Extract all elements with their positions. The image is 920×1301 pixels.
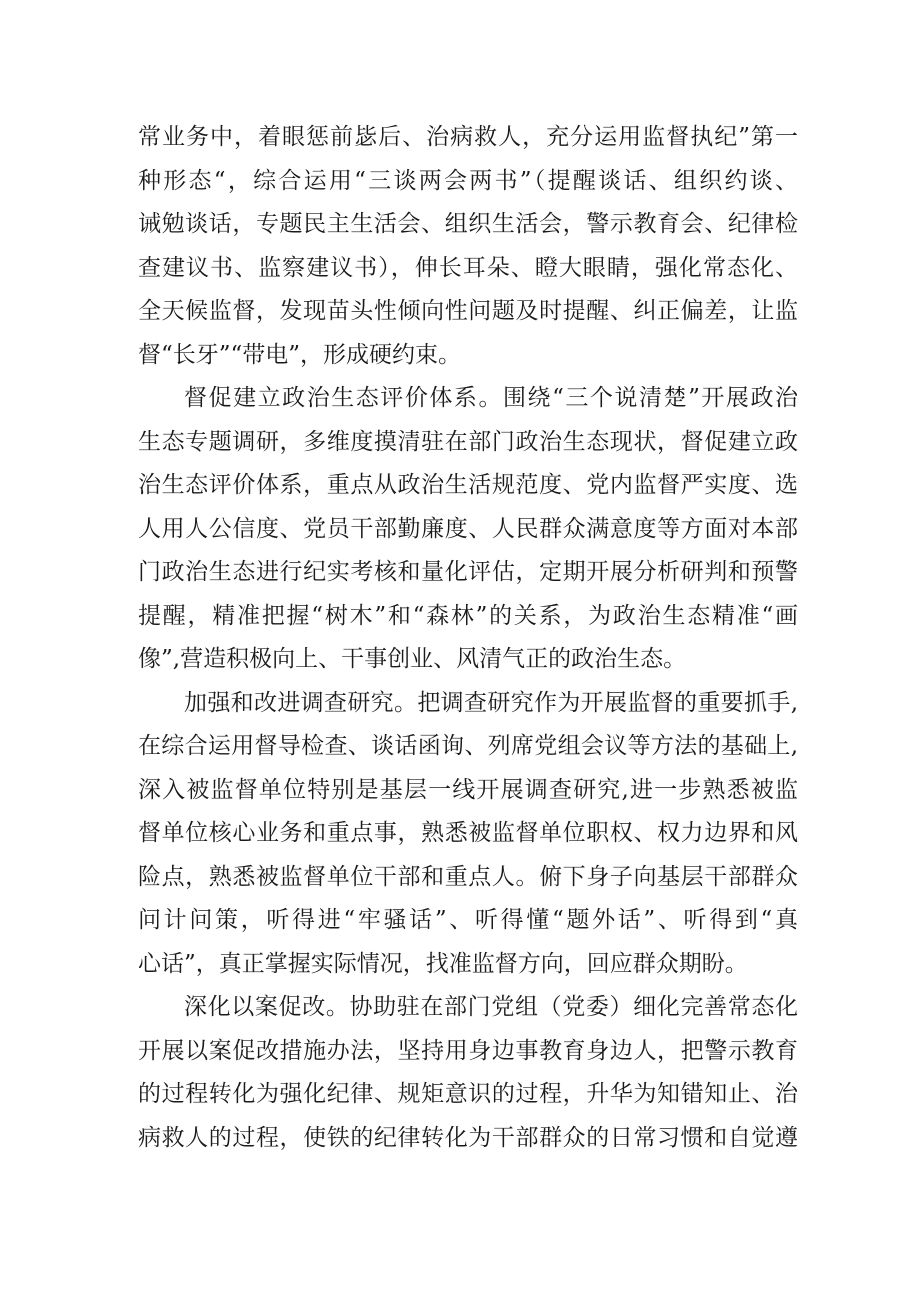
text-line: 像”,营造积极向上、干事创业、风清气正的政治生态。 [138, 646, 687, 672]
text-line: 深化以案促改。协助驻在部门党组（党委）细化完善常态化 [184, 994, 798, 1020]
text-line: 查建议书、监察建议书），伸长耳朵、瞪大眼睛，强化常态化、 [138, 254, 798, 281]
text-line: 治生态评价体系，重点从政治生活规范度、党内监督严实度、选 [138, 472, 798, 498]
text-line: 深入被监督单位特别是基层一线开展调查研究,进一步熟悉被监 [138, 776, 798, 803]
text-line: 病救人的过程，使铁的纪律转化为干部群众的日常习惯和自觉遵 [138, 1124, 798, 1151]
text-line: 门政治生态进行纪实考核和量化评估，定期开展分析研判和预警 [138, 559, 798, 585]
text-line: 在综合运用督导检查、谈话函询、列席党组会议等方法的基础上, [138, 733, 798, 759]
text-line: 心话”，真正掌握实际情况，找准监督方向，回应群众期盼。 [138, 950, 748, 977]
text-line: 督“长牙”“带电”，形成硬约束。 [138, 341, 462, 368]
text-line: 的过程转化为强化纪律、规矩意识的过程，升华为知错知止、治 [138, 1081, 798, 1107]
text-line: 全天候监督，发现苗头性倾向性问题及时提醒、纠正偏差，让监 [138, 298, 798, 324]
text-line: 开展以案促改措施办法，坚持用身边事教育身边人，把警示教育 [138, 1037, 798, 1064]
paragraph-2 [138, 377, 798, 682]
paragraph-3 [138, 682, 798, 987]
text-line: 险点，熟悉被监督单位干部和重点人。俯下身子向基层干部群众 [138, 863, 798, 890]
text-line: 生态专题调研，多维度摸清驻在部门政治生态现状，督促建立政 [138, 428, 798, 455]
text-line: 督单位核心业务和重点事，熟悉被监督单位职权、权力边界和风 [138, 820, 798, 846]
paragraph-1 [138, 116, 798, 377]
text-line: 种形态“，综合运用“三谈两会两书”（提醒谈话、组织约谈、 [138, 167, 798, 194]
text-line: 督促建立政治生态评价体系。围绕“三个说清楚”开展政治 [184, 385, 798, 411]
document-body [138, 116, 798, 1160]
paragraph-4 [138, 986, 798, 1160]
text-line: 诫勉谈话，专题民主生活会、组织生活会，警示教育会、纪律检 [138, 211, 798, 237]
text-line: 提醒，精准把握“树木”和“森林”的关系，为政治生态精准“画 [138, 602, 798, 629]
text-line: 常业务中，着眼惩前毖后、治病救人，充分运用监督执纪”第一 [138, 124, 798, 150]
text-line: 人用人公信度、党员干部勤廉度、人民群众满意度等方面对本部 [138, 515, 798, 542]
text-line: 问计问策，听得进“牢骚话”、听得懂“题外话”、听得到“真 [138, 907, 798, 933]
text-line: 加强和改进调查研究。把调查研究作为开展监督的重要抓手, [184, 689, 798, 716]
